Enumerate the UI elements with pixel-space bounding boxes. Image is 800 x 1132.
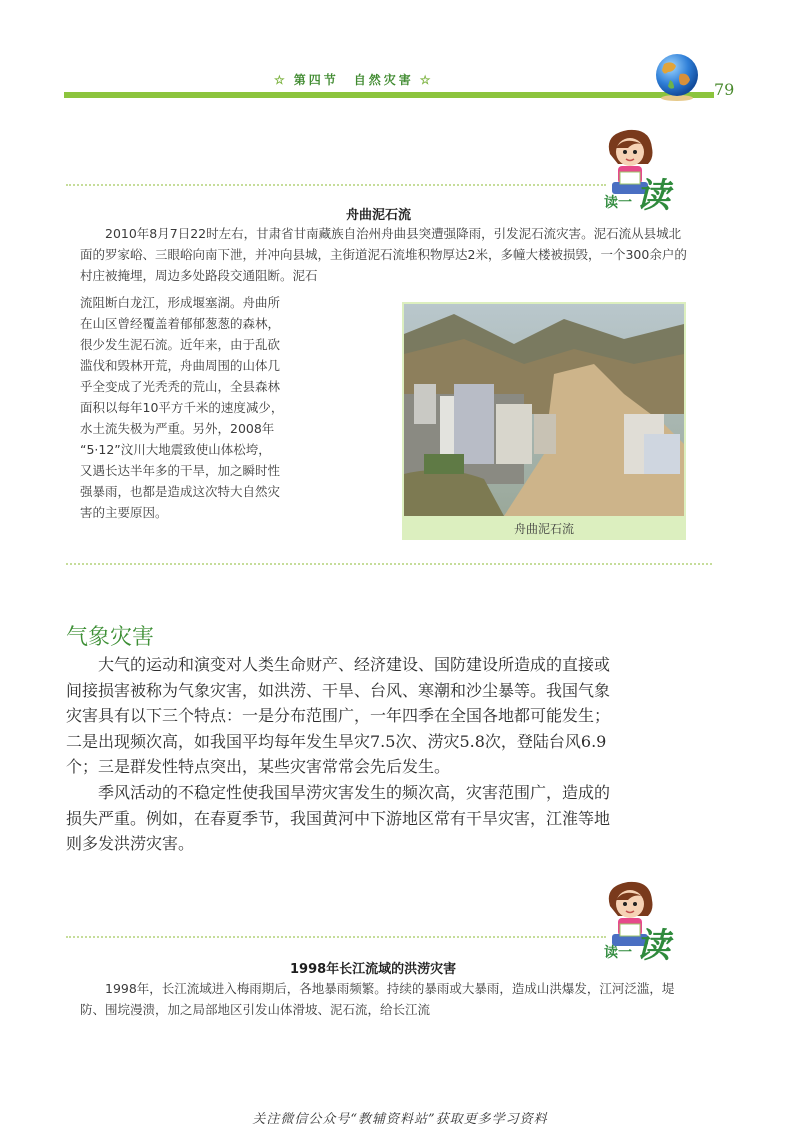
box-line: 水土流失极为严重。另外，2008年: [80, 421, 275, 436]
read-tag-big: 读: [636, 926, 670, 966]
box-line: 强暴雨，也都是造成这次特大自然灾: [80, 484, 281, 499]
box2-paragraph: [80, 978, 692, 1020]
page-number: 79: [714, 80, 735, 99]
section-label-text: 第四节 自然灾害: [293, 73, 414, 87]
box-line: 滥伐和毁林开荒，舟曲周围的山体几: [80, 358, 281, 373]
star-icon: ☆: [274, 73, 288, 87]
dotted-divider: [66, 563, 712, 565]
read-tag-big: 读: [636, 176, 670, 216]
section-paragraph: 大气的运动和演变对人类生命财产、经济建设、国防建设所造成的直接或间接损害被称为气象灾害，如洪涝、干旱、台风、寒潮和沙尘暴等。我国气象灾害具有以下三个特点：一是分布范围广，一年四季在全国各地都可能发生；二是出现频次高，如我国平均每年发生旱灾7.5次、涝灾5.8次，登陆台风6.9个；三是群发性特点突出，某些灾害常常会先后发生。: [66, 655, 611, 777]
box-line: 在山区曾经覆盖着郁郁葱葱的森林，: [80, 316, 281, 331]
globe-icon: [652, 52, 702, 102]
box-line: 面积以每年10平方千米的速度减少，: [80, 400, 284, 415]
dotted-divider: [66, 936, 606, 938]
read-tag-small: 读一: [604, 945, 632, 961]
box2-text: 1998年，长江流域进入梅雨期后，各地暴雨频繁。持续的暴雨或大暴雨，造成山洪爆发，江河泛滥，堤防、围垸漫溃，加之局部地区引发山体滑坡、泥石流，给长江流: [80, 981, 675, 1017]
section-paragraph: 季风活动的不稳定性使我国旱涝灾害发生的频次高，灾害范围广，造成的损失严重。例如，在春夏季节，我国黄河中下游地区常有干旱灾害，江淮等地则多发洪涝灾害。: [66, 782, 611, 854]
section-title: 气象灾害: [66, 625, 155, 650]
read-tag-small: 读一: [604, 195, 632, 211]
photo-caption: 舟曲泥石流: [513, 522, 574, 536]
star-icon: ☆: [419, 73, 434, 87]
box-line: 很少发生泥石流。近年来，由于乱砍: [80, 337, 281, 352]
read-one-read-tag: [604, 918, 670, 967]
box-line: 乎全变成了光秃秃的荒山，全县森林: [80, 379, 281, 394]
header-section-label: [268, 71, 440, 88]
box-title: 1998年长江流域的洪涝灾害: [290, 962, 457, 977]
box-line: “5·12”汶川大地震致使山体松垮，: [80, 442, 271, 457]
mudslide-photo: [404, 304, 684, 516]
header-rule: [64, 92, 714, 98]
box-intro-text: 2010年8月7日22时左右，甘肃省甘南藏族自治州舟曲县突遭强降雨，引发泥石流灾害。泥石流从县城北面的罗家峪、三眼峪向南下泄，并冲向县城，主街道泥石流堆积物厚达2米，多幢大楼被损毁，一个300余户的村庄被掩埋，周边多处路段交通阻断。泥石: [80, 226, 687, 283]
box-line: 流阻断白龙江，形成堰塞湖。舟曲所: [80, 295, 281, 310]
box-line: 又遇长达半年多的干旱，加之瞬时性: [80, 463, 281, 478]
box-intro-paragraph: [80, 223, 692, 286]
read-one-read-tag: [604, 168, 670, 217]
box-left-column: [80, 292, 398, 523]
footer-note: 关注微信公众号“教辅资料站”获取更多学习资料: [252, 1112, 548, 1127]
section-body: [66, 652, 622, 857]
box-line: 害的主要原因。: [80, 505, 168, 520]
dotted-divider: [66, 184, 606, 186]
box-title: 舟曲泥石流: [346, 208, 412, 223]
